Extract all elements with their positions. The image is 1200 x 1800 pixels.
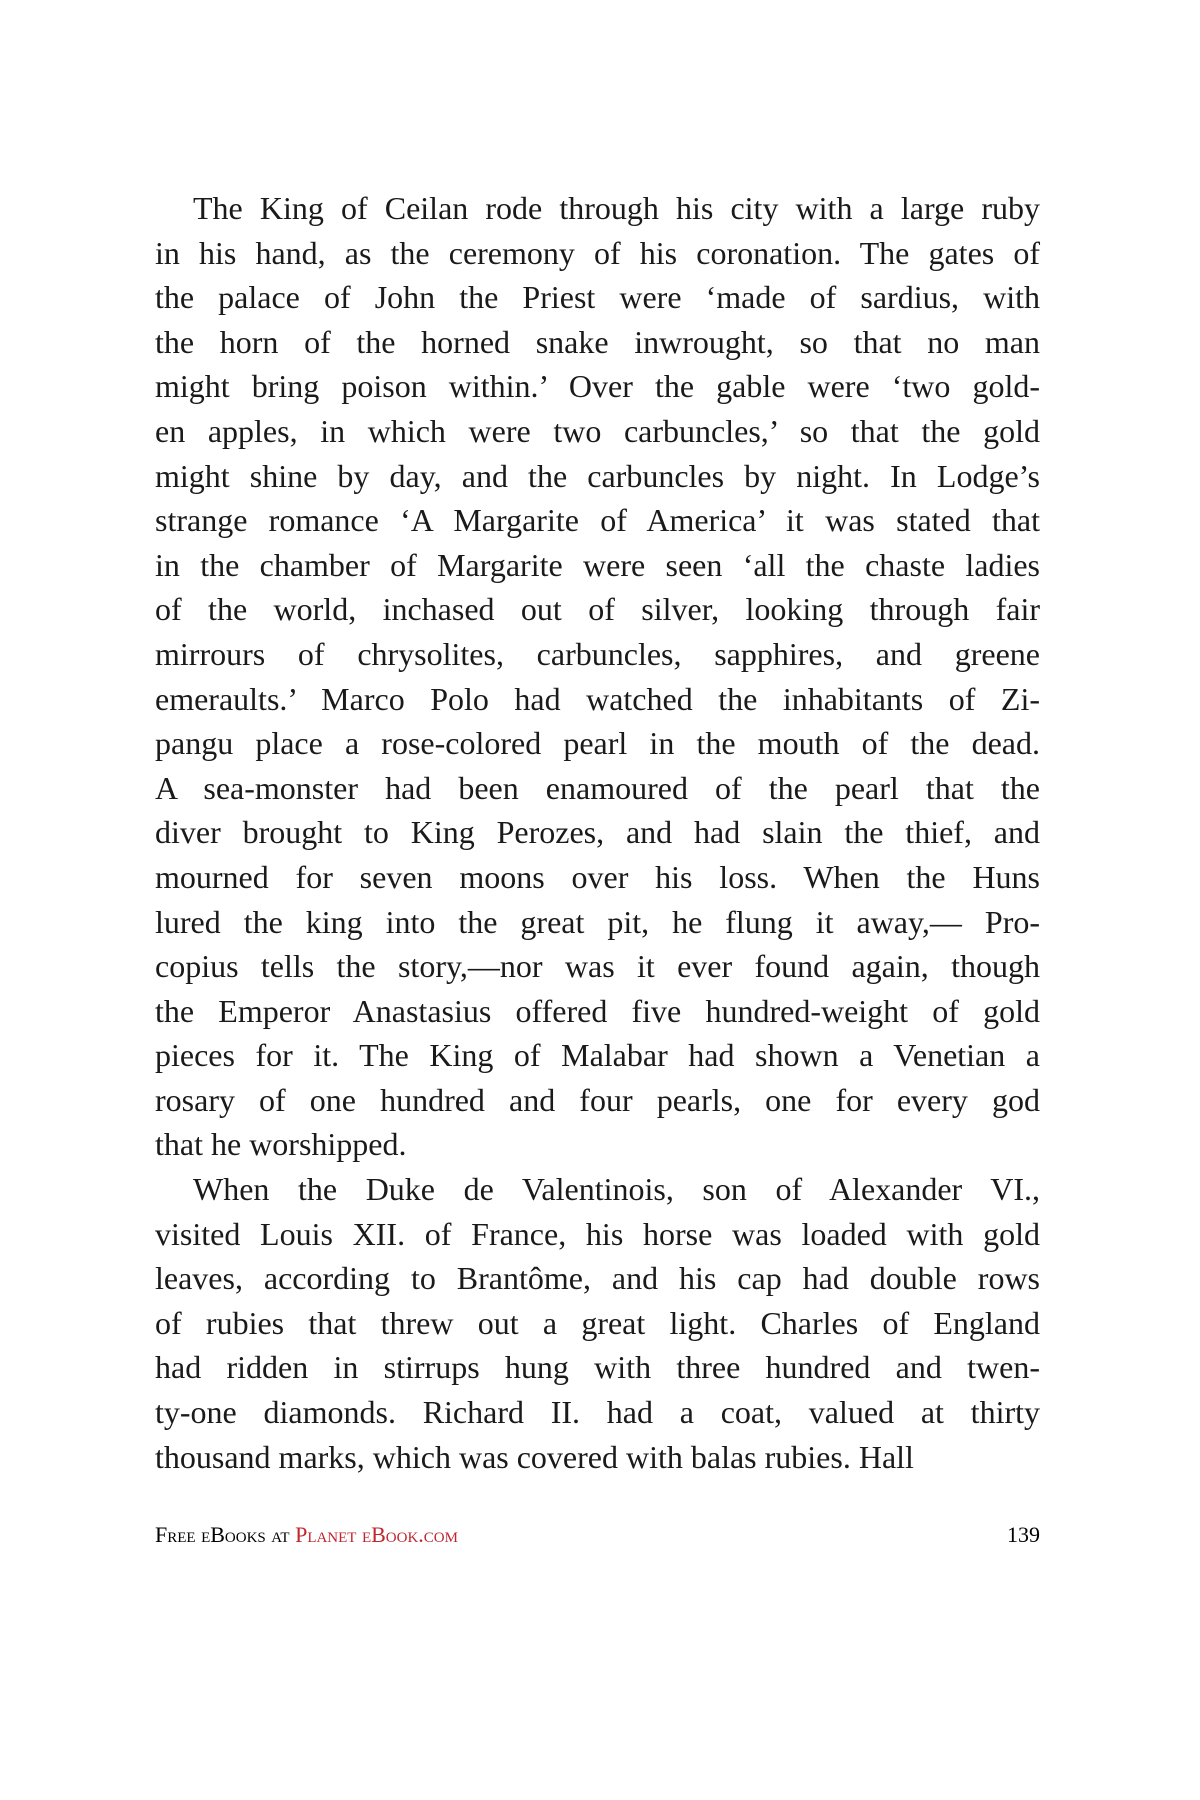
text-line: of the world, inchased out of silver, looking through fair xyxy=(155,591,1040,628)
text-line: pangu place a rose-colored pearl in the mouth of the dead. xyxy=(155,725,1040,762)
text-line: lured the king into the great pit, he flung it away,— Pro- xyxy=(155,903,1040,940)
text-line: diver brought to King Perozes, and had slain the thief, and xyxy=(155,814,1040,851)
footer-prefix: Free eBooks at xyxy=(155,1522,296,1547)
text-line: A sea-monster had been enamoured of the pearl that the xyxy=(155,769,1040,806)
text-line: en apples, in which were two carbuncles,’ so that the gold xyxy=(155,412,1040,449)
text-line: had ridden in stirrups hung with three hundred and twen- xyxy=(155,1349,1040,1386)
text-line: mourned for seven moons over his loss. When the Huns xyxy=(155,858,1040,895)
text-line: the Emperor Anastasius offered five hundred-weight of gold xyxy=(155,992,1040,1029)
text-line: in the chamber of Margarite were seen ‘all the chaste ladies xyxy=(155,546,1040,583)
text-line: ty-one diamonds. Richard II. had a coat, valued at thirty xyxy=(155,1394,1040,1431)
text-line: thousand marks, which was covered with balas rubies. Hall xyxy=(155,1438,914,1475)
text-line: strange romance ‘A Margarite of America’ it was stated that xyxy=(155,502,1040,539)
text-line: the horn of the horned snake inwrought, so that no man xyxy=(155,323,1040,360)
text-line: The King of Ceilan rode through his city with a large ruby xyxy=(193,190,1040,226)
text-line: emeraults.’ Marco Polo had watched the inhabitants of Zi- xyxy=(155,680,1040,717)
text-line: visited Louis XII. of France, his horse was loaded with gold xyxy=(155,1215,1040,1252)
text-line: that he worshipped. xyxy=(155,1126,407,1163)
text-line: of rubies that threw out a great light. Charles of England xyxy=(155,1304,1040,1341)
text-line: leaves, according to Brantôme, and his cap had double rows xyxy=(155,1260,1040,1297)
planet-ebook-link[interactable]: Planet eBook.com xyxy=(295,1522,458,1547)
page-footer xyxy=(155,1522,1040,1548)
footer-credit xyxy=(155,1522,458,1548)
page-number: 139 xyxy=(1007,1522,1040,1547)
text-line: might shine by day, and the carbuncles by night. In Lodge’s xyxy=(155,457,1040,494)
text-line: in his hand, as the ceremony of his coronation. The gates of xyxy=(155,234,1040,271)
text-line: might bring poison within.’ Over the gable were ‘two gold- xyxy=(155,368,1040,405)
text-line: When the Duke de Valentinois, son of Alexander VI., xyxy=(193,1171,1040,1208)
text-line: copius tells the story,—nor was it ever found again, though xyxy=(155,948,1040,985)
text-line: rosary of one hundred and four pearls, one for every god xyxy=(155,1081,1040,1118)
text-line: mirrours of chrysolites, carbuncles, sapphires, and greene xyxy=(155,635,1040,672)
text-line: the palace of John the Priest were ‘made of sardius, with xyxy=(155,279,1040,316)
body-text xyxy=(155,186,1040,1479)
text-line: pieces for it. The King of Malabar had shown a Venetian a xyxy=(155,1037,1040,1074)
